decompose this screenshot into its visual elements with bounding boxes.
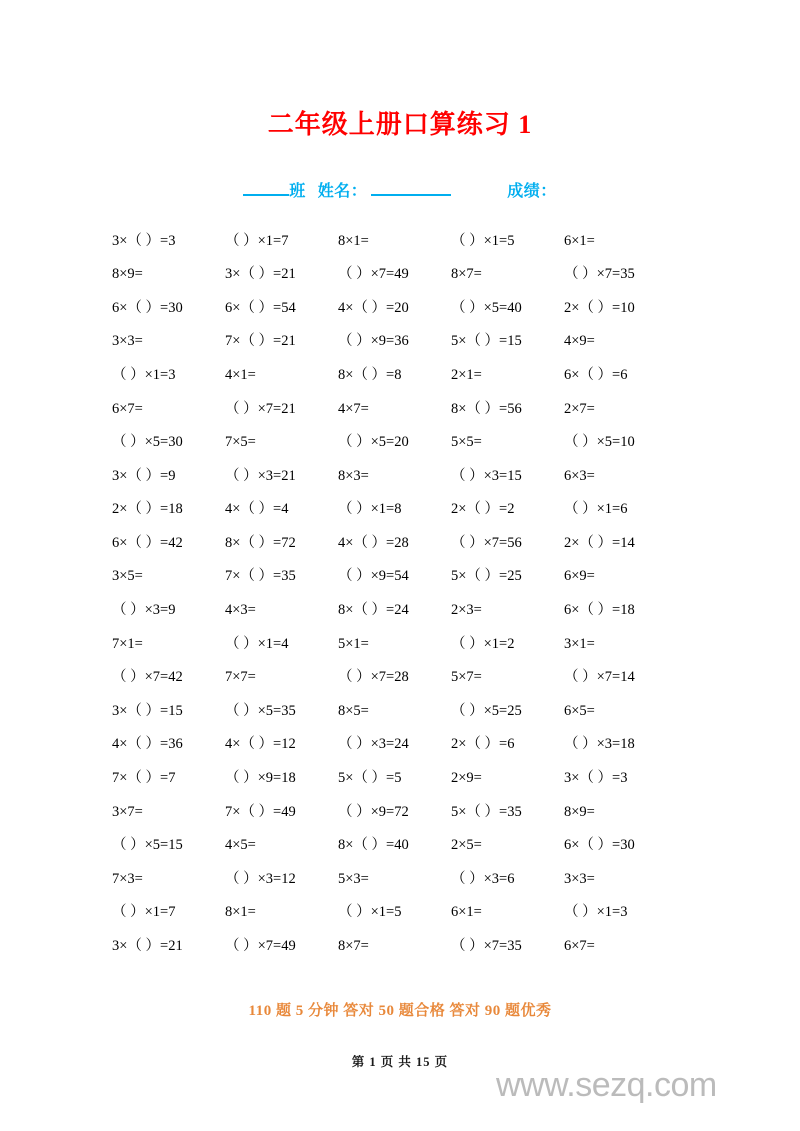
problem-cell[interactable]: （ ）×9=18 [225,770,296,787]
problem-cell[interactable]: （ ）×5=35 [225,702,296,719]
problem-row [112,694,712,728]
problem-cell[interactable]: 4×（ ）=4 [225,501,289,518]
problem-cell[interactable]: 4×3= [225,602,256,619]
problem-row [112,560,712,594]
problem-cell[interactable]: 5×1= [338,635,369,652]
problem-cell[interactable]: （ ）×7=35 [564,266,635,283]
problem-cell[interactable]: 8×（ ）=40 [338,837,409,854]
problem-cell[interactable]: 4×（ ）=36 [112,736,183,753]
name-blank-line[interactable] [371,180,451,196]
problem-cell[interactable]: （ ）×7=35 [451,938,522,955]
problem-cell[interactable]: 2×9= [451,770,482,787]
problem-cell[interactable]: 3×7= [112,803,143,820]
problem-cell[interactable]: （ ）×9=54 [338,568,409,585]
problem-cell[interactable]: 7×（ ）=49 [225,803,296,820]
problem-cell[interactable]: 3×（ ）=21 [112,938,183,955]
problem-cell[interactable]: 6×9= [564,568,595,585]
problem-cell[interactable]: 2×（ ）=6 [451,736,515,753]
problem-cell[interactable]: 4×5= [225,837,256,854]
problem-cell[interactable]: 3×（ ）=3 [564,770,628,787]
problem-cell[interactable]: （ ）×3=15 [451,467,522,484]
problem-cell[interactable]: 8×3= [338,467,369,484]
problem-cell[interactable]: 6×5= [564,702,595,719]
problem-cell[interactable]: 2×7= [564,400,595,417]
problem-cell[interactable]: 6×（ ）=18 [564,602,635,619]
problem-cell[interactable]: 3×（ ）=15 [112,702,183,719]
problem-cell[interactable]: （ ）×9=72 [338,803,409,820]
problem-cell[interactable]: （ ）×3=18 [564,736,635,753]
scoring-note: 110 题 5 分钟 答对 50 题合格 答对 90 题优秀 [248,1003,552,1019]
student-info-line [0,178,800,201]
problem-cell[interactable]: （ ）×7=21 [225,400,296,417]
problem-cell[interactable]: 5×（ ）=35 [451,803,522,820]
problem-cell[interactable]: （ ）×1=6 [564,501,628,518]
problem-cell[interactable]: （ ）×7=42 [112,669,183,686]
problem-row [112,896,712,930]
problem-row [112,325,712,359]
problem-row [112,829,712,863]
problem-cell[interactable]: （ ）×1=5 [451,232,515,249]
problem-cell[interactable]: 2×3= [451,602,482,619]
problem-cell[interactable]: （ ）×1=4 [225,635,289,652]
page-title: 二年级上册口算练习 1 [267,110,533,139]
problem-cell[interactable]: （ ）×7=28 [338,669,409,686]
problem-row [112,291,712,325]
problem-cell[interactable]: 7×（ ）=7 [112,770,176,787]
problem-cell[interactable]: 8×5= [338,702,369,719]
problem-cell[interactable]: 5×（ ）=5 [338,770,402,787]
problem-row [112,493,712,527]
problem-cell[interactable]: 4×7= [338,400,369,417]
problem-cell[interactable]: 2×（ ）=2 [451,501,515,518]
problem-cell[interactable]: （ ）×5=40 [451,299,522,316]
problem-cell[interactable]: （ ）×1=8 [338,501,402,518]
problem-cell[interactable]: 2×（ ）=14 [564,534,635,551]
problem-cell[interactable]: 2×（ ）=18 [112,501,183,518]
problem-cell[interactable]: （ ）×7=56 [451,534,522,551]
problem-cell[interactable]: （ ）×7=14 [564,669,635,686]
problem-cell[interactable]: 6×（ ）=30 [112,299,183,316]
problem-cell[interactable]: 4×（ ）=20 [338,299,409,316]
problem-cell[interactable]: （ ）×1=7 [112,904,176,921]
problem-cell[interactable]: 8×1= [338,232,369,249]
problem-cell[interactable]: 6×（ ）=42 [112,534,183,551]
problem-row [112,661,712,695]
problem-cell[interactable]: 7×（ ）=21 [225,333,296,350]
problem-cell[interactable]: 3×（ ）=21 [225,266,296,283]
problem-cell[interactable]: 6×（ ）=6 [564,366,628,383]
problem-cell[interactable]: （ ）×3=9 [112,602,176,619]
problem-cell[interactable]: 6×3= [564,467,595,484]
problem-row [112,258,712,292]
problem-cell[interactable]: 5×（ ）=15 [451,333,522,350]
problem-cell[interactable]: 5×7= [451,669,482,686]
problem-cell[interactable]: 8×7= [451,266,482,283]
site-watermark: www.sezq.com [496,1066,717,1104]
problem-cell[interactable]: 6×7= [564,938,595,955]
problem-cell[interactable]: （ ）×3=12 [225,870,296,887]
problem-cell[interactable]: 5×5= [451,434,482,451]
problem-cell[interactable]: 2×1= [451,366,482,383]
problem-cell[interactable]: （ ）×7=49 [225,938,296,955]
problem-cell[interactable]: 8×9= [564,803,595,820]
score-label: 成绩： [507,183,557,200]
problem-row [112,526,712,560]
problem-cell[interactable]: 7×（ ）=35 [225,568,296,585]
problem-cell[interactable]: （ ）×5=20 [338,434,409,451]
problem-cell[interactable]: 3×3= [564,870,595,887]
problem-cell[interactable]: 7×5= [225,434,256,451]
name-label: 姓名： [317,183,368,200]
problem-row [112,224,712,258]
problem-cell[interactable]: 8×（ ）=72 [225,534,296,551]
problem-cell[interactable]: （ ）×7=49 [338,266,409,283]
page-number: 第 1 页 共 15 页 [351,1055,449,1069]
problem-cell[interactable]: （ ）×9=36 [338,333,409,350]
problem-cell[interactable]: 7×1= [112,635,143,652]
problem-row [112,627,712,661]
problem-cell[interactable]: （ ）×1=3 [564,904,628,921]
problem-cell[interactable]: 5×（ ）=25 [451,568,522,585]
problem-row [112,392,712,426]
problem-cell[interactable]: （ ）×3=21 [225,467,296,484]
problem-row [112,929,712,963]
problem-cell[interactable]: 6×1= [564,232,595,249]
problem-cell[interactable]: 3×（ ）=9 [112,467,176,484]
problem-cell[interactable]: （ ）×5=10 [564,434,635,451]
problem-row [112,795,712,829]
problem-cell[interactable]: （ ）×1=5 [338,904,402,921]
class-label: 班 [289,183,306,200]
problem-cell[interactable]: 3×1= [564,635,595,652]
problem-cell[interactable]: 4×9= [564,333,595,350]
problem-cell[interactable]: 6×1= [451,904,482,921]
problem-cell[interactable]: 8×（ ）=56 [451,400,522,417]
problem-cell[interactable]: （ ）×3=24 [338,736,409,753]
problem-cell[interactable]: 7×7= [225,669,256,686]
problem-row [112,426,712,460]
problem-cell[interactable]: 4×1= [225,366,256,383]
problem-grid [112,224,712,963]
class-blank-line[interactable] [243,180,289,196]
problem-cell[interactable]: （ ）×1=7 [225,232,289,249]
problem-cell[interactable]: 6×7= [112,400,143,417]
problem-cell[interactable]: 8×1= [225,904,256,921]
problem-row [112,594,712,628]
problem-cell[interactable]: （ ）×5=30 [112,434,183,451]
problem-cell[interactable]: （ ）×5=15 [112,837,183,854]
problem-cell[interactable]: 2×5= [451,837,482,854]
problem-row [112,762,712,796]
problem-row [112,459,712,493]
problem-row [112,862,712,896]
problem-cell[interactable]: 6×（ ）=54 [225,299,296,316]
problem-cell[interactable]: （ ）×1=3 [112,366,176,383]
problem-cell[interactable]: （ ）×5=25 [451,702,522,719]
problem-cell[interactable]: 6×（ ）=30 [564,837,635,854]
problem-row [112,358,712,392]
problem-cell[interactable]: 8×9= [112,266,143,283]
problem-cell[interactable]: 3×（ ）=3 [112,232,176,249]
problem-cell[interactable]: 2×（ ）=10 [564,299,635,316]
problem-cell[interactable]: （ ）×1=2 [451,635,515,652]
problem-cell[interactable]: 7×3= [112,870,143,887]
problem-cell[interactable]: 3×3= [112,333,143,350]
problem-cell[interactable]: 8×7= [338,938,369,955]
problem-cell[interactable]: 8×（ ）=24 [338,602,409,619]
problem-cell[interactable]: 5×3= [338,870,369,887]
problem-row [112,728,712,762]
problem-cell[interactable]: 4×（ ）=12 [225,736,296,753]
problem-cell[interactable]: （ ）×3=6 [451,870,515,887]
problem-cell[interactable]: 8×（ ）=8 [338,366,402,383]
problem-cell[interactable]: 4×（ ）=28 [338,534,409,551]
problem-cell[interactable]: 3×5= [112,568,143,585]
